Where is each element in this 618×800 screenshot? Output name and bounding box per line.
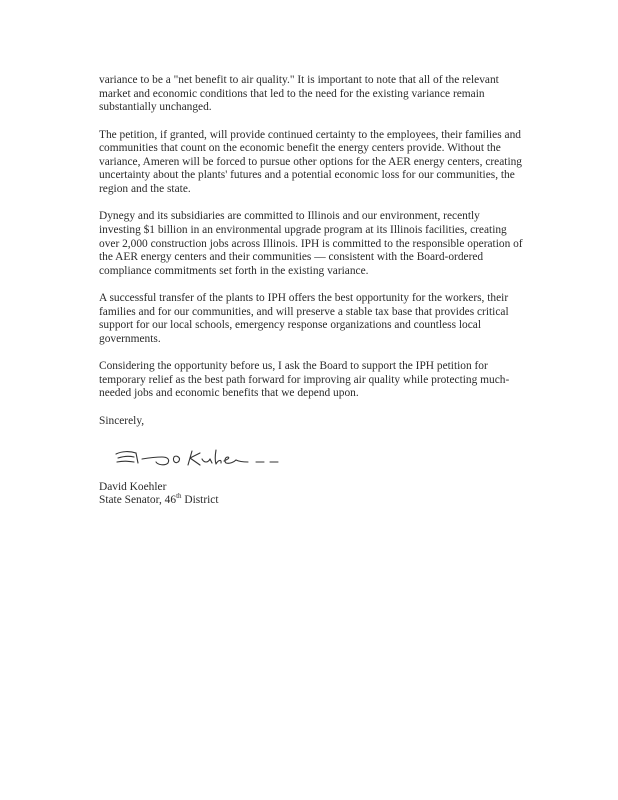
letter-paragraph-5: Considering the opportunity before us, I ask the Board to support the IPH petition for temporary relief as the best path forward for improving air quality while protecting much-needed jobs and economic benefits that we depend upon.: [99, 360, 510, 400]
letter-paragraph-1: variance to be a "net benefit to air quality." It is important to note that all of the relevant market and economic conditions that led to the need for the existing variance remain substantially unchanged.: [99, 74, 499, 114]
letter-paragraph-4: A successful transfer of the plants to IPH offers the best opportunity for the workers, their families and for our communities, and will preserve a stable tax base that provides critical support for our local schools, emergency response organizations and countless local governments.: [99, 292, 509, 345]
signer-title-prefix: State Senator, 46: [99, 494, 177, 507]
letter-paragraph-2: The petition, if granted, will provide continued certainty to the employees, their families and communities that count on the economic benefit the energy centers provide. Without the variance, Ameren will be forced to pursue other options for the AER energy centers, creating uncertainty about the plants' futures and a potential economic loss for our communities, the region and the state.: [99, 128, 522, 195]
signature-drawing: [112, 445, 292, 469]
signer-name: David Koehler: [99, 481, 167, 493]
signer-title: [99, 494, 219, 507]
signer-title-suffix: District: [181, 494, 219, 507]
letter-body: [99, 74, 524, 428]
signature-block: [99, 481, 219, 508]
letter-closing: Sincerely,: [99, 414, 145, 427]
signer-title-ordinal: th: [176, 492, 182, 501]
letter-paragraph-3: Dynegy and its subsidiaries are committed to Illinois and our environment, recently investing $1 billion in an environmental upgrade program at its Illinois facilities, creating over 2,000 construction jobs across Illinois. IPH is committed to the responsible operation of the AER energy centers and their communities — consistent with the Board-ordered compliance commitments set forth in the existing variance.: [99, 210, 523, 277]
handwritten-signature: [112, 445, 292, 469]
